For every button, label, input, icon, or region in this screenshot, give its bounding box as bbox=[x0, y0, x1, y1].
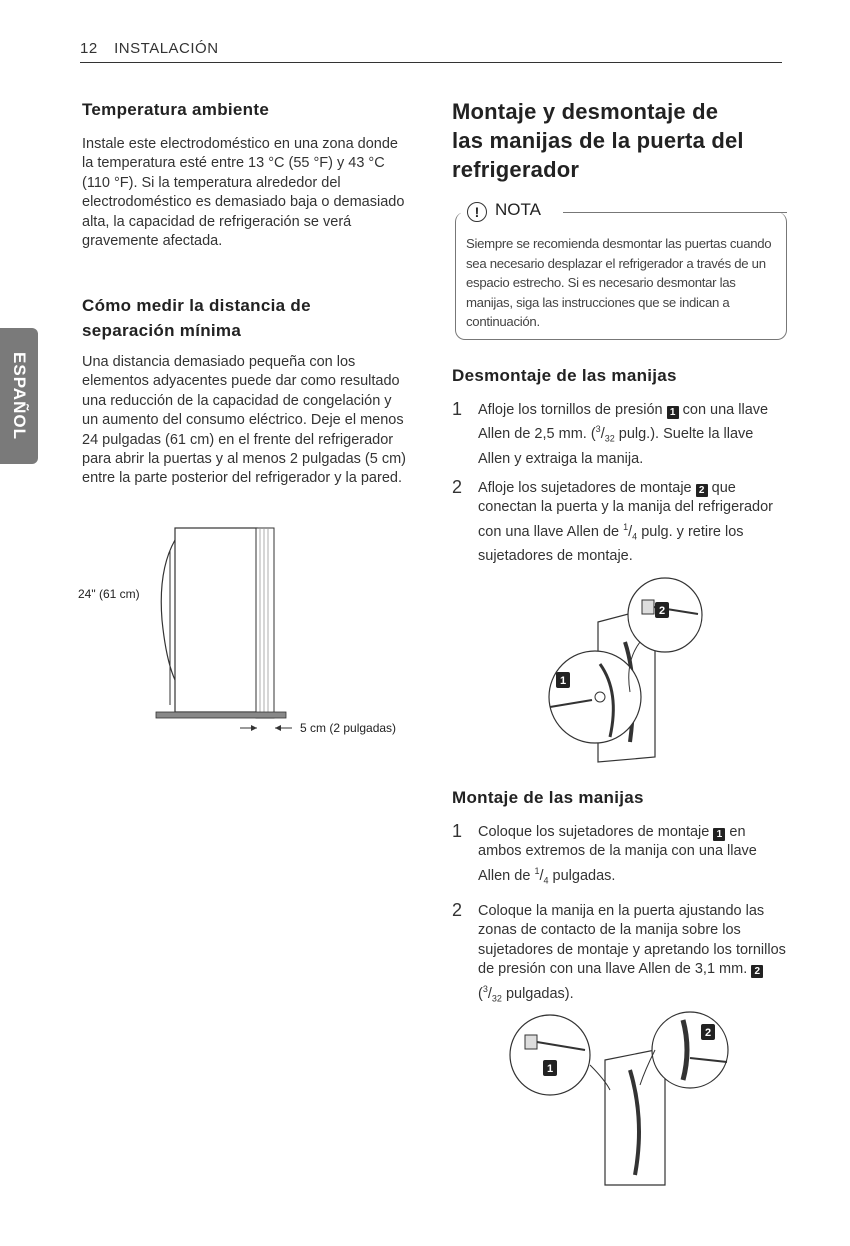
badge-2: 2 bbox=[696, 484, 708, 497]
back-clearance-label: 5 cm (2 pulgadas) bbox=[300, 721, 397, 735]
language-tab bbox=[0, 328, 38, 464]
temperature-text: Instale este electrodoméstico en una zona donde la temperatura esté entre 13 °C (55 °F) y 43 °C (110 °F). Si la temperatura alrededor del electrodoméstico es demasiado baja o demasiado alta, la capacidad de refrigeración se verá gravemente afectada. bbox=[82, 136, 405, 250]
mount-figure bbox=[505, 1010, 735, 1190]
mount-step-2: 2 Coloque la manija en la puerta ajustando las zonas de contacto de la manija sobre los sujetadores de montaje y apretando los tornillos de presión con una llave Allen de 3,1 mm. 2 ($^3/_{32}$ pulgadas). bbox=[452, 900, 786, 1004]
removal-step-2: 2 Afloje los sujetadores de montaje 2 que conectan la puerta y la manija del refrigerador con una llave Allen de $^1/_4$ pulg. y retire los sujetadores de montaje. bbox=[452, 477, 773, 564]
main-title-line3: refrigerador bbox=[452, 157, 580, 182]
note-title: ! NOTA bbox=[461, 200, 547, 222]
refrigerator-body bbox=[175, 528, 257, 712]
svg-text:1: 1 bbox=[546, 1063, 554, 1075]
removal-step-1: 1 Afloje los tornillos de presión 1 con una llave Allen de 2,5 mm. ($^3/_{32}$ pulg.). Suelte la llave Allen y extraiga la manija. bbox=[452, 399, 769, 467]
svg-text:1: 1 bbox=[559, 675, 567, 687]
svg-text:2: 2 bbox=[704, 1027, 712, 1039]
main-title-line1: Montaje y desmontaje de bbox=[452, 99, 719, 124]
removal-heading: Desmontaje de las manijas bbox=[452, 366, 677, 385]
page-header bbox=[80, 40, 782, 63]
section-title: INSTALACIÓN bbox=[114, 40, 219, 57]
badge-1: 1 bbox=[667, 406, 679, 419]
note-box bbox=[455, 200, 787, 340]
language-tab-label: ESPAÑOL bbox=[10, 352, 29, 440]
clearance-text: Una distancia demasiado pequeña con los elementos adyacentes puede dar como resultado una reducción de la capacidad de congelación y un aumento del consumo eléctrico. Deje el menos 24 pulgadas (61 cm) en el frente del refrigerador para abrir la puertas y al menos 2 pulgadas (5 cm) entre la parte posterior del refrigerador y la pared. bbox=[82, 354, 406, 487]
badge-2: 2 bbox=[751, 965, 763, 978]
badge-1: 1 bbox=[713, 828, 725, 841]
clearance-heading-line1: Cómo medir la distancia de bbox=[82, 296, 311, 315]
mount-heading: Montaje de las manijas bbox=[452, 788, 644, 807]
page-number: 12 bbox=[80, 40, 98, 57]
removal-figure bbox=[530, 572, 720, 767]
temperature-heading: Temperatura ambiente bbox=[82, 100, 270, 119]
back-wall bbox=[256, 528, 274, 718]
note-text: Siempre se recomienda desmontar las puertas cuando sea necesario desplazar el refrigerador a través de un espacio estrecho. Si es necesario desmontar las manijas, siga las instrucciones que se indican a continuación. bbox=[466, 236, 772, 329]
clearance-diagram bbox=[70, 520, 430, 750]
warning-icon: ! bbox=[467, 202, 487, 222]
svg-text:2: 2 bbox=[658, 605, 666, 617]
detail-circle-left bbox=[510, 1015, 590, 1095]
door-swing bbox=[161, 540, 175, 680]
floor bbox=[156, 712, 286, 718]
clearance-heading-line2: separación mínima bbox=[82, 321, 242, 340]
mount-step-1: 1 Coloque los sujetadores de montaje 1 en ambos extremos de la manija con una llave Allen de $^1/_4$ pulgadas. bbox=[452, 821, 757, 886]
front-clearance-label: 24" (61 cm) bbox=[78, 587, 140, 601]
main-title-line2: las manijas de la puerta del bbox=[452, 128, 744, 153]
detail-circle-right bbox=[652, 1012, 728, 1088]
